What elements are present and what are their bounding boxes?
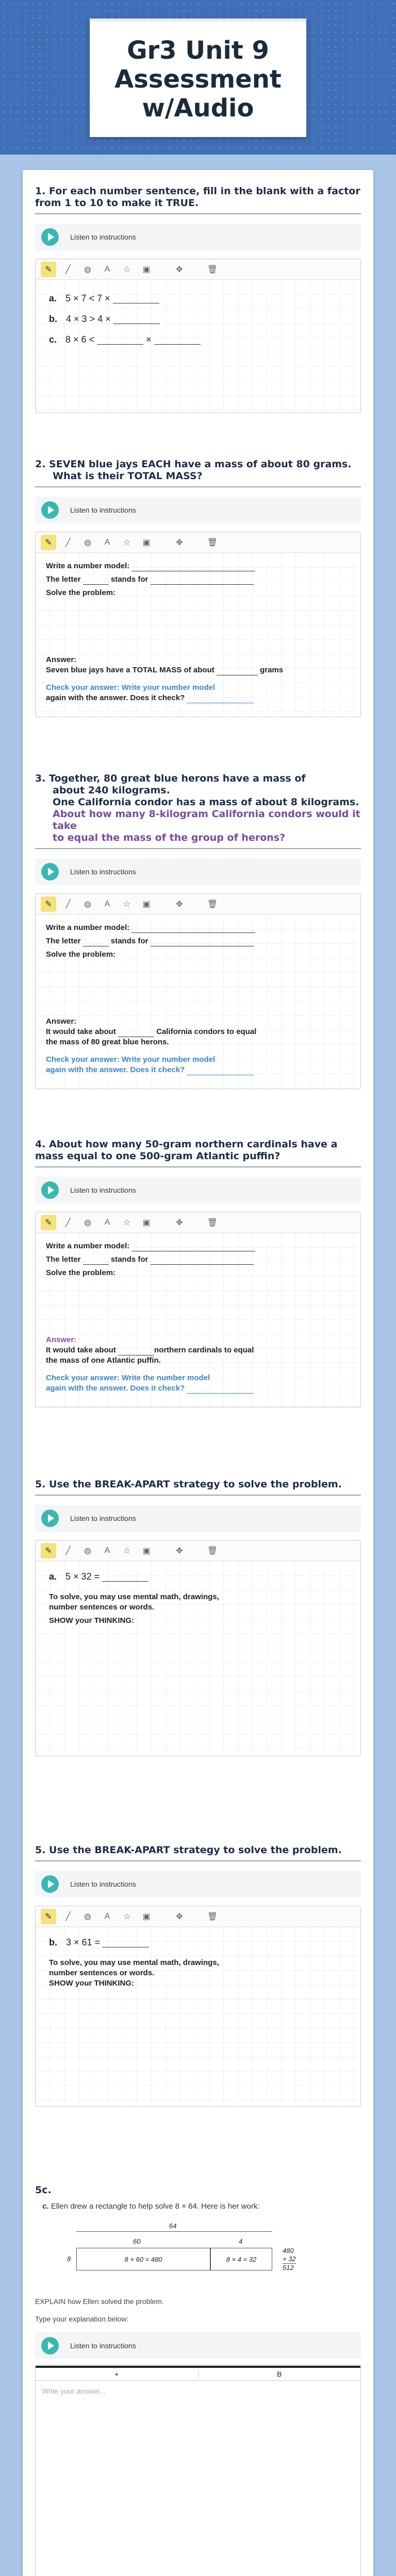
play-icon[interactable] <box>41 1875 59 1893</box>
line-icon[interactable]: ╱ <box>65 1912 71 1921</box>
move-icon[interactable]: ✥ <box>176 1912 183 1921</box>
divider <box>35 213 361 214</box>
model-label: Write a number model: <box>46 923 130 932</box>
letter-line <box>46 574 350 585</box>
answer-blank[interactable] <box>97 344 143 345</box>
audio-label: Listen to instructions <box>70 1514 136 1522</box>
separator <box>191 1909 201 1924</box>
question-3-title <box>35 773 361 844</box>
worksheet <box>23 170 373 2576</box>
separator <box>158 896 168 912</box>
audio-player[interactable] <box>35 2332 361 2359</box>
drawing-canvas[interactable] <box>36 1561 360 1756</box>
row-letter: a. <box>49 1571 57 1582</box>
play-icon[interactable] <box>41 2337 59 2354</box>
line-icon[interactable]: ╱ <box>65 1218 71 1227</box>
line-icon[interactable]: ╱ <box>65 538 71 547</box>
question-5c <box>35 2184 361 2576</box>
separator <box>191 1543 201 1558</box>
question-5b <box>35 1844 361 2107</box>
drawing-canvas[interactable] <box>36 1233 360 1407</box>
separator <box>158 1543 168 1558</box>
work-area[interactable] <box>35 259 361 413</box>
instruction-text: To solve, you may use mental math, drawings, <box>49 1958 219 1967</box>
explain-prompt: EXPLAIN how Ellen solved the problem. <box>35 2297 164 2306</box>
work-area[interactable] <box>35 893 361 1089</box>
question-4 <box>35 1139 361 1408</box>
check-text: again with the answer. Does it check? <box>46 1384 185 1393</box>
row-letter: c. <box>49 334 57 345</box>
text-icon[interactable]: A <box>104 1217 110 1227</box>
question-2-title <box>35 459 361 482</box>
bracket-line <box>76 2231 272 2232</box>
answer-unit: grams <box>260 666 284 674</box>
type-prompt: Type your explanation below: <box>35 2315 129 2323</box>
bold-tab[interactable]: B <box>198 2370 361 2378</box>
solve-label: Solve the problem: <box>46 950 116 959</box>
title-line: About how many 8-kilogram California condors would it take <box>53 808 360 832</box>
divider <box>35 1495 361 1496</box>
image-icon[interactable]: ▣ <box>142 265 151 274</box>
image-icon[interactable]: ▣ <box>142 538 151 547</box>
play-icon[interactable] <box>41 1181 59 1199</box>
audio-player[interactable] <box>35 1505 361 1532</box>
stands-label: stands for <box>110 1255 148 1264</box>
line-icon[interactable]: ╱ <box>65 1546 71 1555</box>
letter-line <box>46 936 350 946</box>
model-line <box>46 561 350 571</box>
trash-icon[interactable]: 🗑 <box>207 900 218 909</box>
divider <box>35 1166 361 1167</box>
answer-text: the mass of one Atlantic puffin. <box>46 1356 161 1365</box>
row-letter: b. <box>49 314 57 324</box>
instruction-text: number sentences or words. <box>49 1969 155 1977</box>
audio-player[interactable] <box>35 1871 361 1897</box>
left-width-label: 60 <box>133 2238 141 2245</box>
answer-label: Answer: <box>46 1335 77 1344</box>
row-expression: 5 × 32 = <box>65 1571 100 1582</box>
move-icon[interactable]: ✥ <box>176 538 183 547</box>
check-text: Check your answer: Write your number model <box>46 1055 216 1064</box>
star-icon[interactable]: ☆ <box>123 1912 131 1921</box>
sum-stack <box>283 2247 296 2272</box>
image-icon[interactable]: ▣ <box>142 900 151 909</box>
side-label: 8 <box>67 2255 71 2263</box>
answer-label: Answer: <box>46 655 77 664</box>
row-letter: b. <box>49 1937 57 1947</box>
trash-icon[interactable]: 🗑 <box>207 1218 218 1227</box>
highlighter-icon[interactable]: ◍ <box>84 1912 91 1921</box>
drawing-canvas[interactable] <box>36 1927 360 2106</box>
letter-line <box>46 1255 350 1265</box>
star-icon[interactable]: ☆ <box>123 1546 131 1555</box>
area-cell-left: 8 × 60 = 480 <box>76 2248 210 2270</box>
move-icon[interactable]: ✥ <box>176 900 183 909</box>
math-row <box>49 334 350 345</box>
trash-icon[interactable]: 🗑 <box>207 1546 218 1555</box>
highlighter-icon[interactable]: ◍ <box>84 1218 91 1227</box>
question-4-title: 4. About how many 50-gram northern cardinals have a mass equal to one 500-gram Atlantic puffin? <box>35 1139 338 1162</box>
answer-line <box>46 665 350 675</box>
audio-label: Listen to instructions <box>70 2342 136 2350</box>
title-line: about 240 kilograms. <box>53 785 170 796</box>
instruction-text: To solve, you may use mental math, drawings, <box>49 1592 219 1601</box>
divider <box>35 1860 361 1861</box>
thinking-label: SHOW your THINKING: <box>49 1616 134 1625</box>
check-text: Check your answer: Write the number model <box>46 1374 210 1382</box>
instruction-text: number sentences or words. <box>49 1603 155 1612</box>
work-area[interactable] <box>35 532 361 717</box>
editor-toolbar <box>36 2366 360 2380</box>
area-model-diagram <box>56 2220 344 2292</box>
model-label: Write a number model: <box>46 1242 130 1250</box>
divider <box>35 486 361 487</box>
audio-label: Listen to instructions <box>70 233 136 241</box>
play-icon[interactable] <box>41 1510 59 1527</box>
divider <box>35 848 361 849</box>
answer-editor[interactable] <box>35 2365 361 2576</box>
thinking-label: SHOW your THINKING: <box>49 1979 134 1988</box>
text-icon[interactable]: A <box>104 264 110 274</box>
letter-label: The letter <box>46 575 81 584</box>
area-cell-right: 8 × 4 = 32 <box>210 2248 272 2270</box>
star-icon[interactable]: ☆ <box>123 900 131 909</box>
row-expression: 5 × 7 < 7 × <box>65 293 110 303</box>
separator <box>158 262 168 277</box>
audio-label: Listen to instructions <box>70 1186 136 1194</box>
separator <box>191 896 201 912</box>
answer-input[interactable]: Write your answer... <box>36 2380 360 2576</box>
answer-text: Seven blue jays have a TOTAL MASS of about <box>46 666 214 674</box>
math-row <box>49 314 350 324</box>
toolbar <box>36 894 360 914</box>
title-line: to equal the mass of the group of herons? <box>53 832 286 843</box>
row-expression: 3 × 61 = <box>66 1937 101 1947</box>
sum-line: + 32 <box>283 2255 296 2263</box>
model-line <box>46 1241 350 1251</box>
play-icon[interactable] <box>41 863 59 880</box>
work-area[interactable] <box>35 1906 361 2107</box>
math-row <box>49 1571 350 1582</box>
image-icon[interactable]: ▣ <box>142 1546 151 1555</box>
question-3 <box>35 773 361 1089</box>
work-area[interactable] <box>35 1540 361 1756</box>
toolbar <box>36 1540 360 1561</box>
answer-text: the mass of 80 great blue herons. <box>46 1038 169 1046</box>
letter-label: The letter <box>46 937 81 945</box>
question-2 <box>35 459 361 717</box>
pen-icon[interactable]: ✎ <box>41 535 56 550</box>
header <box>0 0 396 155</box>
page-title: Gr3 Unit 9 Assessment w/Audio <box>114 36 282 123</box>
row-letter: c. <box>42 2202 49 2211</box>
highlighter-icon[interactable]: ◍ <box>84 1546 91 1555</box>
solve-label: Solve the problem: <box>46 1268 116 1277</box>
highlighter-icon[interactable]: ◍ <box>84 900 91 909</box>
check-text: again with the answer. Does it check? <box>46 693 185 702</box>
line-icon[interactable]: ╱ <box>65 900 71 909</box>
total-width-label: 64 <box>169 2222 177 2230</box>
play-icon[interactable] <box>41 228 59 246</box>
row-expression: 8 × 6 < <box>65 334 95 345</box>
answer-blank[interactable] <box>83 584 109 585</box>
check-text: again with the answer. Does it check? <box>46 1065 185 1074</box>
question-5a-title: 5. Use the BREAK-APART strategy to solve the problem. <box>35 1479 342 1490</box>
move-icon[interactable]: ✥ <box>176 265 183 274</box>
star-icon[interactable]: ☆ <box>123 538 131 547</box>
drawing-canvas[interactable] <box>36 280 360 413</box>
stands-label: stands for <box>110 575 148 584</box>
separator <box>158 1215 168 1230</box>
answer-blank[interactable] <box>187 1393 254 1394</box>
answer-blank[interactable] <box>83 1264 109 1265</box>
question-1 <box>35 185 361 413</box>
drawing-canvas[interactable] <box>36 914 360 1089</box>
text-icon[interactable]: A <box>104 1546 110 1555</box>
trash-icon[interactable]: 🗑 <box>207 538 218 547</box>
sum-line: 480 <box>283 2247 294 2255</box>
title-line: What is their TOTAL MASS? <box>53 470 203 482</box>
stands-label: stands for <box>110 937 148 945</box>
title-line: 3. Together, 80 great blue herons have a mass of <box>35 773 306 784</box>
prompt-text: Ellen drew a rectangle to help solve 8 × 64. Here is her work: <box>51 2202 260 2211</box>
row-expression: × <box>146 334 152 345</box>
drawing-canvas[interactable] <box>36 553 360 717</box>
pen-icon[interactable]: ✎ <box>41 1909 56 1924</box>
row-letter: a. <box>49 293 57 303</box>
text-icon[interactable]: A <box>104 537 110 547</box>
audio-player[interactable] <box>35 1177 361 1204</box>
title-card <box>90 19 306 137</box>
answer-blank[interactable] <box>154 344 201 345</box>
pen-icon[interactable]: ✎ <box>41 262 56 277</box>
work-area[interactable] <box>35 1212 361 1408</box>
audio-label: Listen to instructions <box>70 506 136 514</box>
audio-label: Listen to instructions <box>70 1880 136 1888</box>
highlighter-icon[interactable]: ◍ <box>84 265 91 274</box>
add-tab[interactable]: + <box>114 2370 119 2378</box>
star-icon[interactable]: ☆ <box>123 1218 131 1227</box>
answer-blank[interactable] <box>151 1264 254 1265</box>
answer-text: It would take about <box>46 1346 116 1354</box>
pen-icon[interactable]: ✎ <box>41 1543 56 1558</box>
model-label: Write a number model: <box>46 562 130 570</box>
toolbar <box>36 1906 360 1927</box>
answer-label: Answer: <box>46 1017 77 1026</box>
check-line <box>46 1065 350 1075</box>
solve-label: Solve the problem: <box>46 588 116 597</box>
question-5b-title: 5. Use the BREAK-APART strategy to solve the problem. <box>35 1844 342 1856</box>
move-icon[interactable]: ✥ <box>176 1218 183 1227</box>
answer-line <box>46 1027 350 1037</box>
separator <box>158 535 168 550</box>
sum-line: 512 <box>283 2264 294 2272</box>
audio-label: Listen to instructions <box>70 868 136 876</box>
pen-icon[interactable]: ✎ <box>41 896 56 912</box>
question-5c-title: 5c. <box>35 2184 52 2196</box>
audio-player[interactable] <box>35 224 361 250</box>
answer-text: California condors to equal <box>156 1027 257 1036</box>
trash-icon[interactable]: 🗑 <box>207 1912 218 1921</box>
separator <box>191 1215 201 1230</box>
model-line <box>46 923 350 933</box>
right-width-label: 4 <box>239 2238 243 2245</box>
pen-icon[interactable]: ✎ <box>41 1215 56 1230</box>
separator <box>191 262 201 277</box>
check-text: Check your answer: Write your number model <box>46 683 216 692</box>
audio-player[interactable] <box>35 497 361 523</box>
trash-icon[interactable]: 🗑 <box>207 265 218 274</box>
toolbar <box>36 1212 360 1233</box>
answer-line <box>46 1345 350 1355</box>
answer-text: It would take about <box>46 1027 116 1036</box>
text-icon[interactable]: A <box>104 1911 110 1921</box>
answer-blank[interactable] <box>102 1581 148 1582</box>
letter-label: The letter <box>46 1255 81 1264</box>
check-line <box>46 693 350 703</box>
toolbar <box>36 259 360 280</box>
check-line <box>46 1383 350 1394</box>
play-icon[interactable] <box>41 501 59 519</box>
title-line: One California condor has a mass of about 8 kilograms. <box>53 796 359 808</box>
highlighter-icon[interactable]: ◍ <box>84 538 91 547</box>
toolbar <box>36 532 360 553</box>
star-icon[interactable]: ☆ <box>123 265 131 274</box>
answer-blank[interactable] <box>151 584 254 585</box>
audio-player[interactable] <box>35 858 361 885</box>
answer-text: northern cardinals to equal <box>154 1346 254 1354</box>
title-line: 2. SEVEN blue jays EACH have a mass of about 80 grams. <box>35 459 352 470</box>
image-icon[interactable]: ▣ <box>142 1218 151 1227</box>
separator <box>191 535 201 550</box>
math-row <box>49 1937 350 1947</box>
row-expression: 4 × 3 > 4 × <box>66 314 111 324</box>
move-icon[interactable]: ✥ <box>176 1546 183 1555</box>
ellen-text <box>35 2202 361 2211</box>
question-1-title: 1. For each number sentence, fill in the blank with a factor from 1 to 10 to make it TRUE. <box>35 185 360 209</box>
line-icon[interactable]: ╱ <box>65 265 71 274</box>
image-icon[interactable]: ▣ <box>142 1912 151 1921</box>
math-row <box>49 293 350 303</box>
text-icon[interactable]: A <box>104 899 110 908</box>
separator <box>158 1909 168 1924</box>
question-5a <box>35 1479 361 1756</box>
